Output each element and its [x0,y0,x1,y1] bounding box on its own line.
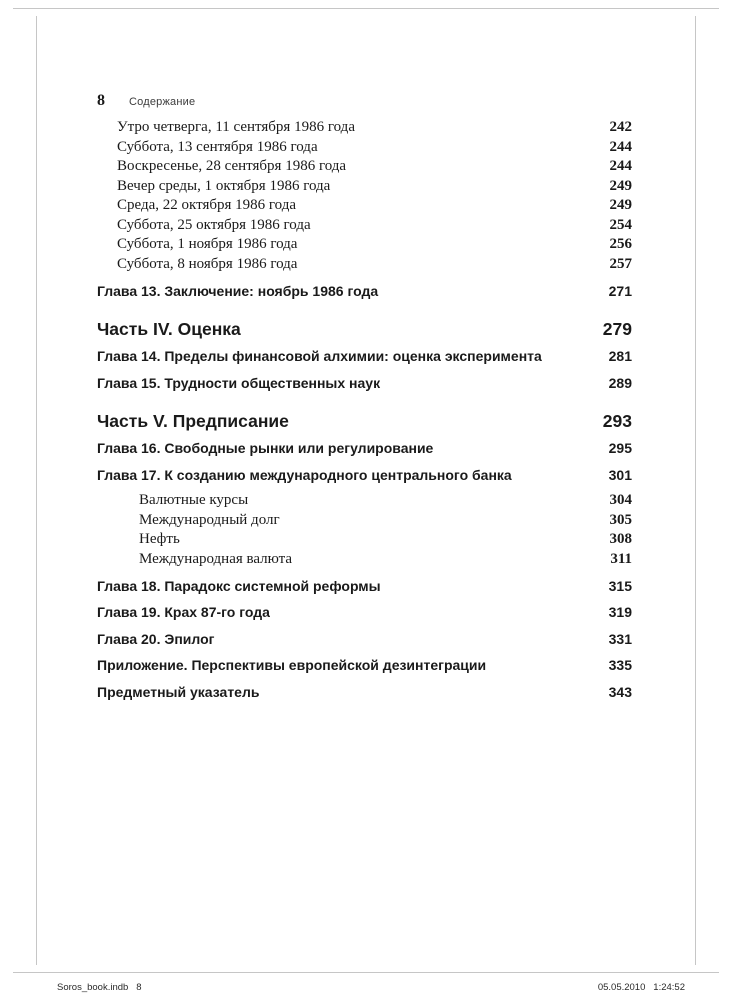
toc-entry-label: Нефть [139,531,180,547]
toc-entry-label: Глава 14. Пределы финансовой алхимии: оценка эксперимента [97,348,542,364]
toc-entry-page: 249 [609,177,632,194]
toc-entry-part [97,318,632,340]
toc-entry-page: 249 [609,197,632,213]
toc-entry-label: Часть V. Предписание [97,410,289,431]
toc-entry-page: 242 [609,119,632,135]
page-footer [57,982,685,993]
frame-line-right [695,16,696,965]
toc-entry-date [97,196,632,216]
toc-entry-label: Предметный указатель [97,683,260,700]
toc-entry-sub [97,511,632,531]
toc-entry-label: Глава 18. Парадокс системной реформы [97,577,381,594]
toc-entry-page: 289 [608,374,632,391]
toc-entry-chapter [97,602,632,622]
toc-entry-chapter [97,465,632,485]
toc-entry-page: 343 [608,683,632,700]
toc-entry-label: Часть IV. Оценка [97,318,241,339]
toc-entry-chapter [97,346,632,366]
toc-entry-page: 315 [608,577,632,594]
toc-entry-label: Международный долг [139,511,280,528]
toc-entry-label: Глава 19. Крах 87-го года [97,604,270,620]
toc-entry-page: 281 [608,348,632,364]
toc-entry-sub [97,550,632,570]
toc-entry-label: Приложение. Перспективы европейской дезинтеграции [97,657,487,673]
toc-entry-chapter [97,281,632,301]
frame-line-top [13,8,719,9]
footer-file-info: Soros_book.indb 8 [57,982,142,993]
toc-entry-date [97,138,632,158]
toc-entry-page: 293 [602,410,632,431]
toc-entry-label: Суббота, 13 сентября 1986 года [117,138,318,155]
toc-entry-sub [97,530,632,550]
toc-entry-chapter [97,373,632,393]
toc-entry-date [97,235,632,255]
toc-entry-page: 308 [609,531,632,547]
toc-entry-label: Утро четверга, 11 сентября 1986 года [117,119,355,135]
toc-entry-part [97,410,632,432]
toc-entry-label: Суббота, 25 октября 1986 года [117,216,311,233]
toc-entry-chapter [97,655,632,675]
toc-entry-label: Воскресенье, 28 сентября 1986 года [117,158,347,174]
toc-entry-label: Вечер среды, 1 октября 1986 года [117,177,331,194]
toc-entry-page: 305 [609,511,632,528]
toc-entry-page: 304 [609,492,632,508]
page-number: 8 [97,92,105,109]
running-head [97,92,195,110]
toc-entry-page: 279 [602,318,632,339]
toc-entry-label: Глава 16. Свободные рынки или регулирование [97,440,434,456]
toc-entry-label: Суббота, 1 ноября 1986 года [117,236,298,252]
toc-entry-page: 335 [608,657,632,673]
toc-entry-date [97,255,632,275]
toc-entry-page: 244 [609,158,632,174]
toc-entry-date [97,177,632,197]
toc-entry-label: Глава 20. Эпилог [97,630,215,647]
toc-entry-label: Глава 17. К созданию международного центрального банка [97,466,512,483]
frame-line-bottom [13,972,719,973]
toc-entry-page: 257 [609,255,632,272]
toc-entry-page: 311 [610,550,632,567]
toc-entry-date [97,118,632,138]
toc-entry-label: Валютные курсы [139,492,249,508]
toc-entry-page: 271 [608,282,632,299]
toc-entry-sub [97,491,632,511]
toc-entry-page: 295 [608,440,632,456]
toc-entry-page: 319 [608,604,632,620]
toc-entry-page: 301 [608,466,632,483]
toc-entry-page: 254 [609,216,632,233]
toc-entry-page: 256 [609,236,632,252]
footer-timestamp: 05.05.2010 1:24:52 [597,982,685,993]
toc-entry-label: Глава 13. Заключение: ноябрь 1986 года [97,282,379,299]
toc-entry-date [97,157,632,177]
toc-entry-chapter [97,682,632,702]
toc-entry-chapter [97,629,632,649]
toc-entry-label: Среда, 22 октября 1986 года [117,197,297,213]
toc-entry-chapter [97,438,632,458]
toc-entry-page: 244 [609,138,632,155]
toc-entry-chapter [97,576,632,596]
table-of-contents [97,118,632,708]
toc-entry-date [97,216,632,236]
toc-entry-label: Глава 15. Трудности общественных наук [97,374,381,391]
toc-entry-label: Суббота, 8 ноября 1986 года [117,255,298,272]
running-head-title: Содержание [129,96,196,108]
frame-line-left [36,16,37,965]
toc-entry-page: 331 [608,630,632,647]
toc-entry-label: Международная валюта [139,550,293,567]
